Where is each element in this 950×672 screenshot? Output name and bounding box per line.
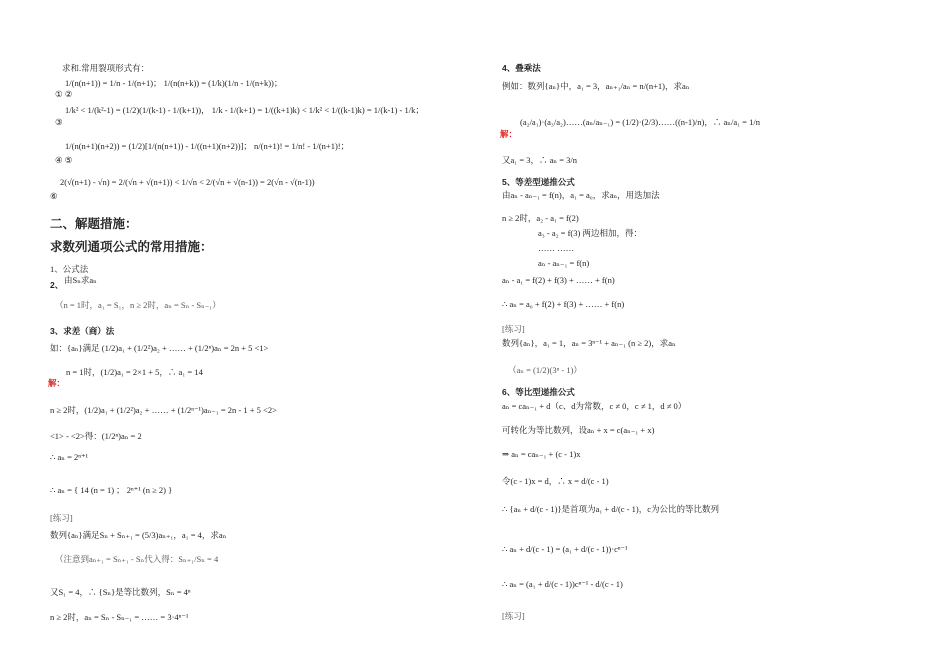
formula-line: 例如：数列{aₙ}中，a₁ = 3，aₙ₊₁/aₙ = n/(n+1)，求aₙ (502, 81, 690, 91)
formula-marker: ④ ⑤ (55, 155, 73, 165)
text-line: 求和.常用裂项形式有： (62, 63, 150, 73)
formula-line: 数列{aₙ}，a₁ = 1，aₙ = 3ⁿ⁻¹ + aₙ₋₁ (n ≥ 2)，求aₙ (502, 338, 676, 348)
formula-line: <1> - <2>得：(1/2ⁿ)aₙ = 2 (50, 431, 142, 441)
item-heading: 2、 (50, 280, 64, 290)
text-line: （n = 1时，a₁ = S₁，n ≥ 2时，aₙ = Sₙ - Sₙ₋₁） (55, 300, 221, 310)
formula-line: 如：{aₙ}满足 (1/2)a₁ + (1/2²)a₂ + …… + (1/2ⁿ)aₙ = 2n + 5 <1> (50, 343, 269, 353)
solution-label: 解： (48, 378, 66, 388)
exercise-label: [练习] (50, 513, 73, 523)
item-heading: 6、等比型递推公式 (502, 387, 575, 397)
formula-line: aₙ - aₙ₋₁ = f(n) (538, 258, 590, 268)
formula-line: n = 1时，(1/2)a₁ = 2×1 + 5，∴ a₁ = 14 (66, 367, 203, 377)
formula-line: 1/(n(n+1)(n+2)) = (1/2)[1/(n(n+1)) - 1/((n+1)(n+2))]； n/(n+1)! = 1/n! - 1/(n+1)!； (65, 141, 350, 151)
formula-line: 1/(n(n+1)) = 1/n - 1/(n+1)； 1/(n(n+k)) = (1/k)(1/n - 1/(n+k))； (65, 78, 283, 88)
formula-line: ∴ aₙ = a₀ + f(2) + f(3) + …… + f(n) (502, 299, 625, 309)
formula-line: 又a₁ = 3，∴ aₙ = 3/n (502, 155, 578, 165)
section-heading: 二、解题措施： (50, 217, 138, 231)
formula-marker: ⑥ (50, 191, 58, 201)
formula-line: ∴ aₙ = (a₁ + d/(c - 1))cⁿ⁻¹ - d/(c - 1) (502, 579, 623, 589)
formula-line: n ≥ 2时，(1/2)a₁ + (1/2²)a₂ + …… + (1/2ⁿ⁻¹)aₙ₋₁ = 2n - 1 + 5 <2> (50, 405, 277, 415)
item-heading: 3、求差（商）法 (50, 326, 115, 336)
exercise-label: [练习] (502, 324, 525, 334)
formula-line: …… …… (538, 243, 575, 253)
formula-line: n ≥ 2时，aₙ = Sₙ - Sₙ₋₁ = …… = 3·4ⁿ⁻¹ (50, 612, 189, 622)
right-column (475, 0, 950, 672)
formula-line: （注意到aₙ₊₁ = Sₙ₊₁ - Sₙ代入得：Sₙ₊₁/Sₙ = 4 (55, 554, 219, 564)
formula-line: 数列{aₙ}满足Sₙ + Sₙ₊₁ = (5/3)aₙ₊₁，a₁ = 4，求aₙ (50, 530, 227, 540)
solution-label: 解： (500, 129, 518, 139)
formula-line: ∴ aₙ = 2ⁿ⁺¹ (50, 452, 88, 462)
formula-line: ∴ aₙ + d/(c - 1) = (a₁ + d/(c - 1))·cⁿ⁻¹ (502, 544, 628, 554)
formula-line: ⇒ aₙ = caₙ₋₁ + (c - 1)x (502, 449, 581, 459)
item-heading: 1、公式法 (50, 264, 89, 274)
exercise-label: [练习] (502, 611, 525, 621)
formula-line: a₃ - a₂ = f(3) 两边相加，得： (538, 228, 642, 238)
formula-line: 又S₁ = 4，∴ {Sₙ}是等比数列，Sₙ = 4ⁿ (50, 587, 191, 597)
text-line: 由Sₙ求aₙ (64, 275, 97, 285)
item-heading: 5、等差型递推公式 (502, 177, 575, 187)
formula-marker: ① ② (55, 89, 73, 99)
formula-line: 由aₙ - aₙ₋₁ = f(n)，a₁ = a₀，求aₙ，用迭加法 (502, 190, 660, 200)
formula-line: ∴ {aₙ + d/(c - 1)}是首项为a₁ + d/(c - 1)，c为公比的等比数列 (502, 504, 719, 514)
formula-line: 令(c - 1)x = d，∴ x = d/(c - 1) (502, 476, 609, 486)
formula-line: aₙ = caₙ₋₁ + d（c、d为常数，c ≠ 0，c ≠ 1，d ≠ 0） (502, 401, 687, 411)
formula-line: 可转化为等比数列，设aₙ + x = c(aₙ₋₁ + x) (502, 425, 655, 435)
formula-line: (a₂/a₁)·(a₃/a₂)……(aₙ/aₙ₋₁) = (1/2)·(2/3)……((n-1)/n)，∴ aₙ/a₁ = 1/n (520, 117, 760, 127)
formula-line: 1/k² < 1/(k²-1) = (1/2)(1/(k-1) - 1/(k+1))， 1/k - 1/(k+1) = 1/((k+1)k) < 1/k² < 1/((k-1)k) = 1/(k-1) - 1/k； (65, 105, 424, 115)
formula-line: ∴ aₙ = { 14 (n = 1) ； 2ⁿ⁺¹ (n ≥ 2) } (50, 485, 173, 495)
subsection-heading: 求数列通项公式的常用措施： (50, 240, 213, 254)
formula-line: aₙ - a₁ = f(2) + f(3) + …… + f(n) (502, 275, 615, 285)
formula-marker: ③ (55, 117, 63, 127)
formula-line: 2(√(n+1) - √n) = 2/(√n + √(n+1)) < 1/√n < 2/(√n + √(n-1)) = 2(√n - √(n-1)) (60, 177, 315, 187)
item-heading: 4、叠乘法 (502, 63, 541, 73)
formula-line: （aₙ = (1/2)(3ⁿ - 1)） (508, 365, 582, 375)
formula-line: n ≥ 2时，a₂ - a₁ = f(2) (502, 213, 579, 223)
